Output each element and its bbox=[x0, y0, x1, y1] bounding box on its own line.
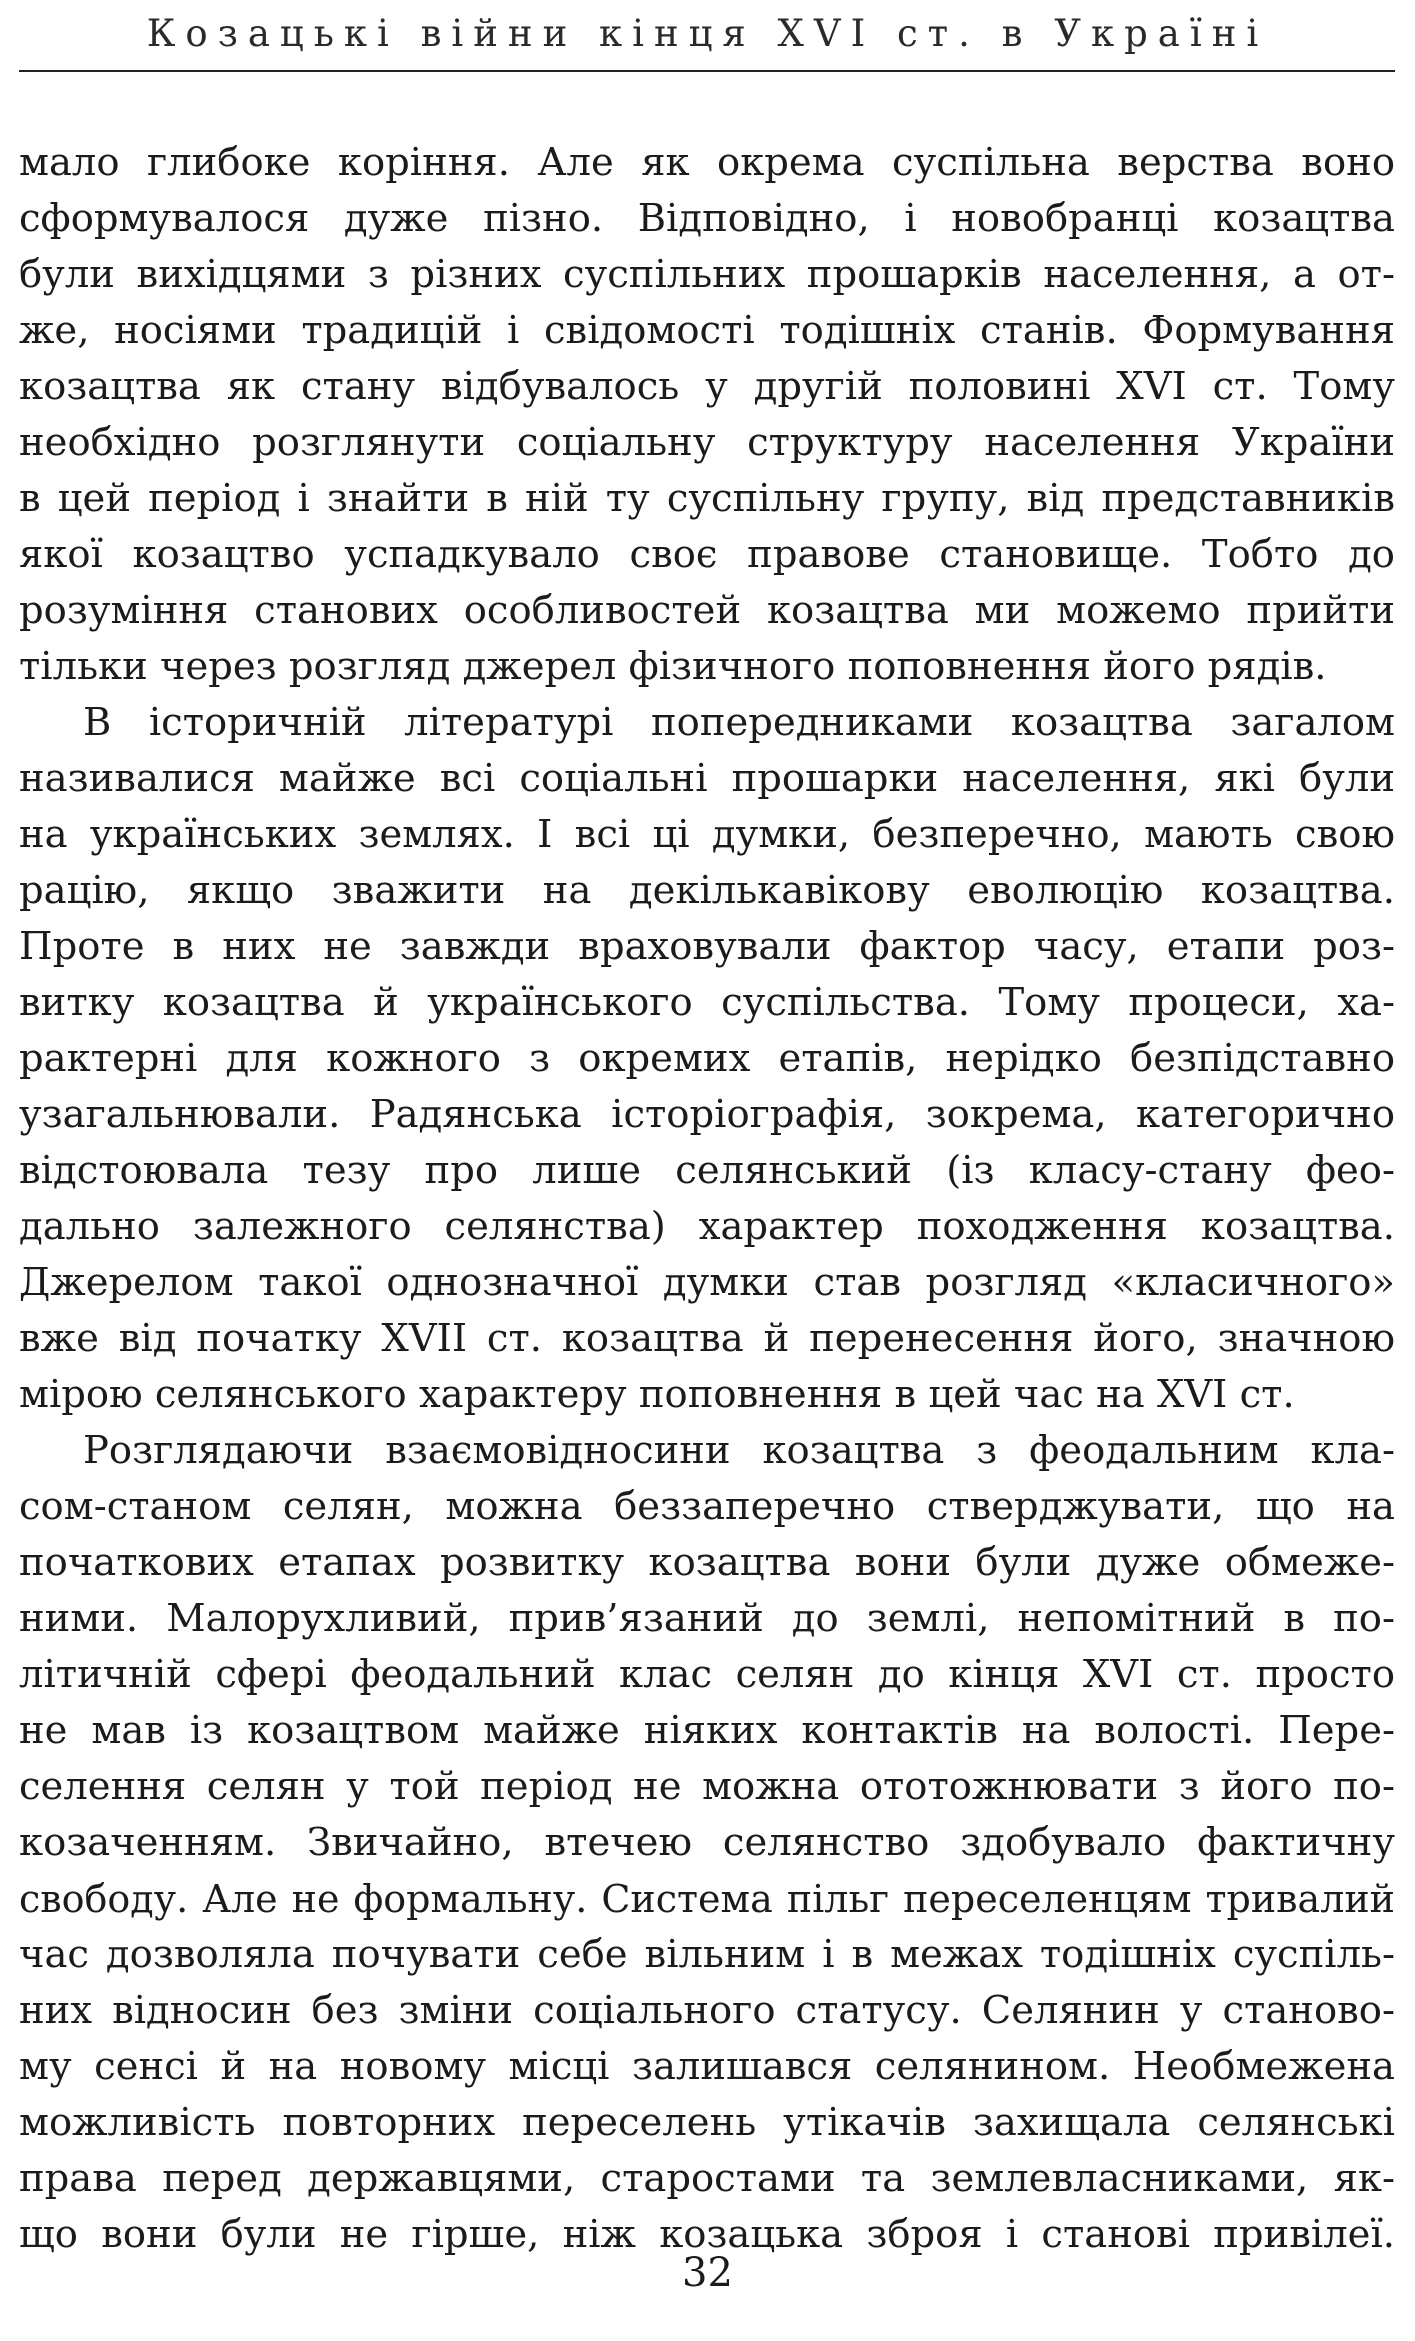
text-line: козацтва як стану відбувалось у другій половині XVI ст. Тому bbox=[19, 364, 1395, 409]
text-line: називалися майже всі соціальні прошарки населення, які були bbox=[19, 756, 1395, 801]
text-line: селення селян у той період не можна ототожнювати з його по- bbox=[19, 1764, 1395, 1809]
text-line: рактерні для кожного з окремих етапів, нерідко безпідставно bbox=[19, 1036, 1395, 1081]
text-line: ними. Малорухливий, прив’язаний до землі, непомітний в по- bbox=[19, 1596, 1395, 1641]
text-line: права перед державцями, старостами та землевласниками, як- bbox=[19, 2156, 1395, 2201]
text-line: розуміння станових особливостей козацтва ми можемо прийти bbox=[19, 588, 1395, 633]
header-rule bbox=[19, 70, 1395, 72]
text-line: літичній сфері феодальний клас селян до кінця XVI ст. просто bbox=[19, 1652, 1395, 1697]
text-line: рацію, якщо зважити на декількавікову еволюцію козацтва. bbox=[19, 868, 1395, 913]
text-line: можливість повторних переселень утікачів захищала селянські bbox=[19, 2100, 1395, 2145]
text-line: сформувалося дуже пізно. Відповідно, і новобранці козацтва bbox=[19, 196, 1395, 241]
text-line: мірою селянського характеру поповнення в цей час на XVI ст. bbox=[19, 1372, 1295, 1417]
page-body bbox=[19, 135, 1395, 2263]
text-line: сом-станом селян, можна беззаперечно стверджувати, що на bbox=[19, 1484, 1395, 1529]
text-line: тільки через розгляд джерел фізичного поповнення його рядів. bbox=[19, 644, 1327, 689]
text-line: на українських землях. І всі ці думки, безперечно, мають свою bbox=[19, 812, 1395, 857]
text-line: Проте в них не завжди враховували фактор часу, етапи роз- bbox=[19, 924, 1395, 969]
page-number: 32 bbox=[682, 2250, 733, 2296]
text-line: витку козацтва й українського суспільства. Тому процеси, ха- bbox=[19, 980, 1395, 1025]
text-line: відстоювала тезу про лише селянський (із класу-стану фео- bbox=[19, 1148, 1395, 1193]
text-line: були вихідцями з різних суспільних прошарків населення, а от- bbox=[19, 252, 1395, 297]
text-line: узагальнювали. Радянська історіографія, зокрема, категорично bbox=[19, 1092, 1395, 1137]
text-line: початкових етапах розвитку козацтва вони були дуже обмеже- bbox=[19, 1540, 1395, 1585]
text-line: Розглядаючи взаємовідносини козацтва з феодальним кла- bbox=[83, 1428, 1395, 1473]
text-line: дально залежного селянства) характер походження козацтва. bbox=[19, 1204, 1395, 1249]
text-line: мало глибоке коріння. Але як окрема суспільна верства воно bbox=[19, 140, 1395, 185]
text-line: в цей період і знайти в ній ту суспільну групу, від представників bbox=[19, 476, 1395, 521]
text-line: вже від початку XVII ст. козацтва й перенесення його, значною bbox=[19, 1316, 1395, 1361]
text-line: му сенсі й на новому місці залишався селянином. Необмежена bbox=[19, 2044, 1395, 2089]
running-header: Козацькі війни кінця XVI ст. в Україні bbox=[146, 12, 1269, 55]
text-line: В історичній літературі попередниками козацтва загалом bbox=[83, 700, 1395, 745]
text-line: що вони були не гірше, ніж козацька зброя і станові привілеї. bbox=[19, 2212, 1395, 2257]
text-line: Джерелом такої однозначної думки став розгляд «класичного» bbox=[19, 1260, 1395, 1305]
text-line: якої козацтво успадкувало своє правове становище. Тобто до bbox=[19, 532, 1395, 577]
text-line: не мав із козацтвом майже ніяких контактів на волості. Пере- bbox=[19, 1708, 1395, 1753]
text-line: необхідно розглянути соціальну структуру населення України bbox=[19, 420, 1395, 465]
text-line: козаченням. Звичайно, втечею селянство здобувало фактичну bbox=[19, 1820, 1395, 1865]
text-line: же, носіями традицій і свідомості тодішніх станів. Формування bbox=[19, 308, 1395, 353]
text-line: свободу. Але не формальну. Система пільг переселенцям тривалий bbox=[19, 1877, 1395, 1921]
text-line: них відносин без зміни соціального статусу. Селянин у станово- bbox=[19, 1988, 1395, 2033]
text-line: час дозволяла почувати себе вільним і в межах тодішніх суспіль- bbox=[19, 1932, 1395, 1977]
